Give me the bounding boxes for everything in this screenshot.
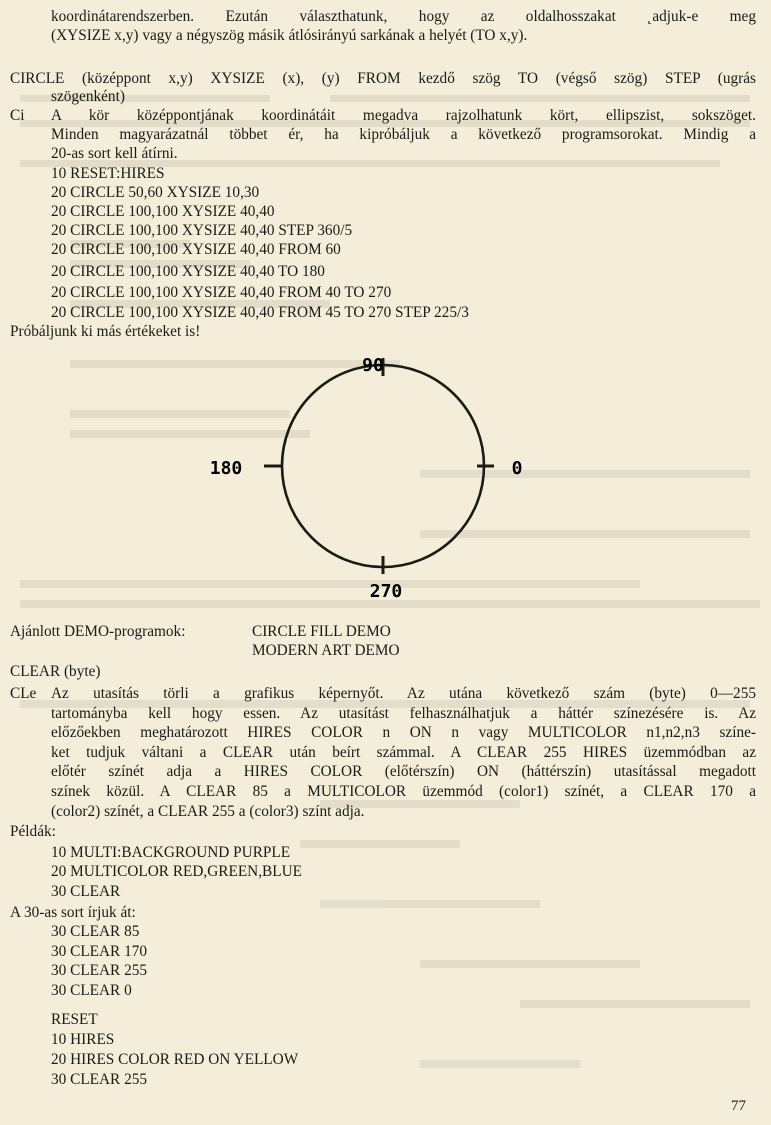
circle-code-line: 20 CIRCLE 100,100 XYSIZE 40,40 FROM 45 TO 270 STEP 225/3	[51, 304, 469, 321]
rewrite-line-label: A 30-as sort írjuk át:	[10, 904, 136, 921]
demo-program-name: CIRCLE FILL DEMO	[252, 623, 391, 640]
circle-code-line: 20 CIRCLE 100,100 XYSIZE 40,40 TO 180	[51, 263, 325, 280]
intro-line-1: koordinátarendszerben. Ezután választhatunk, hogy az oldalhosszakat ˛adjuk-e meg	[51, 8, 756, 25]
clear-desc-line-7: (color2) színét, a CLEAR 255 a (color3) színt adja.	[51, 803, 365, 820]
clear-desc-line-6: színek közül. A CLEAR 85 a MULTICOLOR üzemmód (color1) színét, a CLEAR 170 a	[51, 783, 756, 800]
try-more-note: Próbáljunk ki más értékeket is!	[10, 323, 201, 340]
clear-example2-line: 30 CLEAR 255	[51, 1071, 148, 1088]
intro-line-2: (XYSIZE x,y) vagy a négyszög másik átlósirányú sarkának a helyét (TO x,y).	[51, 27, 528, 44]
circle-code-line: 20 CIRCLE 100,100 XYSIZE 40,40 FROM 40 TO 270	[51, 284, 392, 301]
clear-desc-line-4: ket tudjuk váltani a CLEAR után beírt számmal. A CLEAR 255 HIRES üzemmódban az	[51, 744, 756, 761]
clear-rewrite-line: 30 CLEAR 170	[51, 943, 148, 960]
clear-rewrite-line: 30 CLEAR 85	[51, 923, 140, 940]
clear-rewrite-line: 30 CLEAR 255	[51, 962, 148, 979]
clear-example-line: 10 MULTI:BACKGROUND PURPLE	[51, 844, 291, 861]
clear-syntax: CLEAR (byte)	[10, 663, 101, 680]
clear-desc-line-2: tartományba kell hogy essen. Az utasítást felhasználhatjuk a háttér színezésére is. Az	[51, 705, 756, 722]
clear-example2-line: 10 HIRES	[51, 1031, 115, 1048]
clear-desc-line-3: előzőekben meghatározott HIRES COLOR n ON n vagy MULTICOLOR n1,n2,n3 színe-	[51, 724, 756, 741]
circle-outline	[282, 365, 484, 567]
circle-angle-diagram	[190, 345, 523, 605]
circle-code-line: 10 RESET:HIRES	[51, 165, 165, 182]
demo-programs-label: Ajánlott DEMO-programok:	[10, 623, 186, 640]
clear-example-line: 20 MULTICOLOR RED,GREEN,BLUE	[51, 863, 302, 880]
demo-program-name: MODERN ART DEMO	[252, 642, 400, 659]
examples-label: Példák:	[10, 823, 56, 840]
circle-code-line: 20 CIRCLE 100,100 XYSIZE 40,40	[51, 203, 275, 220]
circle-desc-line-2: Minden magyarázatnál többet ér, ha kipróbáljuk a következő programsorokat. Mindig a	[51, 126, 756, 143]
angle-label-left: 180	[209, 458, 243, 479]
circle-syntax-line-1: CIRCLE (középpont x,y) XYSIZE (x), (y) FROM kezdő szög TO (végső szög) STEP (ugrás	[10, 70, 756, 87]
angle-label-right: 0	[511, 458, 523, 479]
circle-abbreviation: Ci	[10, 107, 25, 124]
clear-example2-line: 20 HIRES COLOR RED ON YELLOW	[51, 1051, 299, 1068]
circle-desc-line-3: 20-as sort kell átírni.	[51, 145, 178, 162]
circle-code-line: 20 CIRCLE 100,100 XYSIZE 40,40 STEP 360/5	[51, 222, 353, 239]
angle-label-top: 90	[362, 355, 384, 376]
clear-desc-line-5: előtér színét adja a HIRES COLOR (előtérszín) ON (háttérszín) utasítással megadott	[51, 763, 756, 780]
circle-code-line: 20 CIRCLE 50,60 XYSIZE 10,30	[51, 184, 260, 201]
circle-code-line: 20 CIRCLE 100,100 XYSIZE 40,40 FROM 60	[51, 241, 341, 258]
circle-desc-line-1: A kör középpontjának koordinátáit megadva rajzolhatunk kört, ellipszist, sokszöget.	[51, 107, 756, 124]
clear-rewrite-line: 30 CLEAR 0	[51, 982, 132, 999]
angle-label-bottom: 270	[369, 581, 403, 602]
clear-example2-line: RESET	[51, 1011, 98, 1028]
circle-syntax-line-2: szögenként)	[51, 88, 125, 105]
page-number: 77	[731, 1098, 746, 1114]
clear-example-line: 30 CLEAR	[51, 883, 121, 900]
clear-desc-line-1: Az utasítás törli a grafikus képernyőt. Az utána következő szám (byte) 0—255	[51, 685, 756, 702]
clear-abbreviation: CLe	[10, 685, 37, 702]
